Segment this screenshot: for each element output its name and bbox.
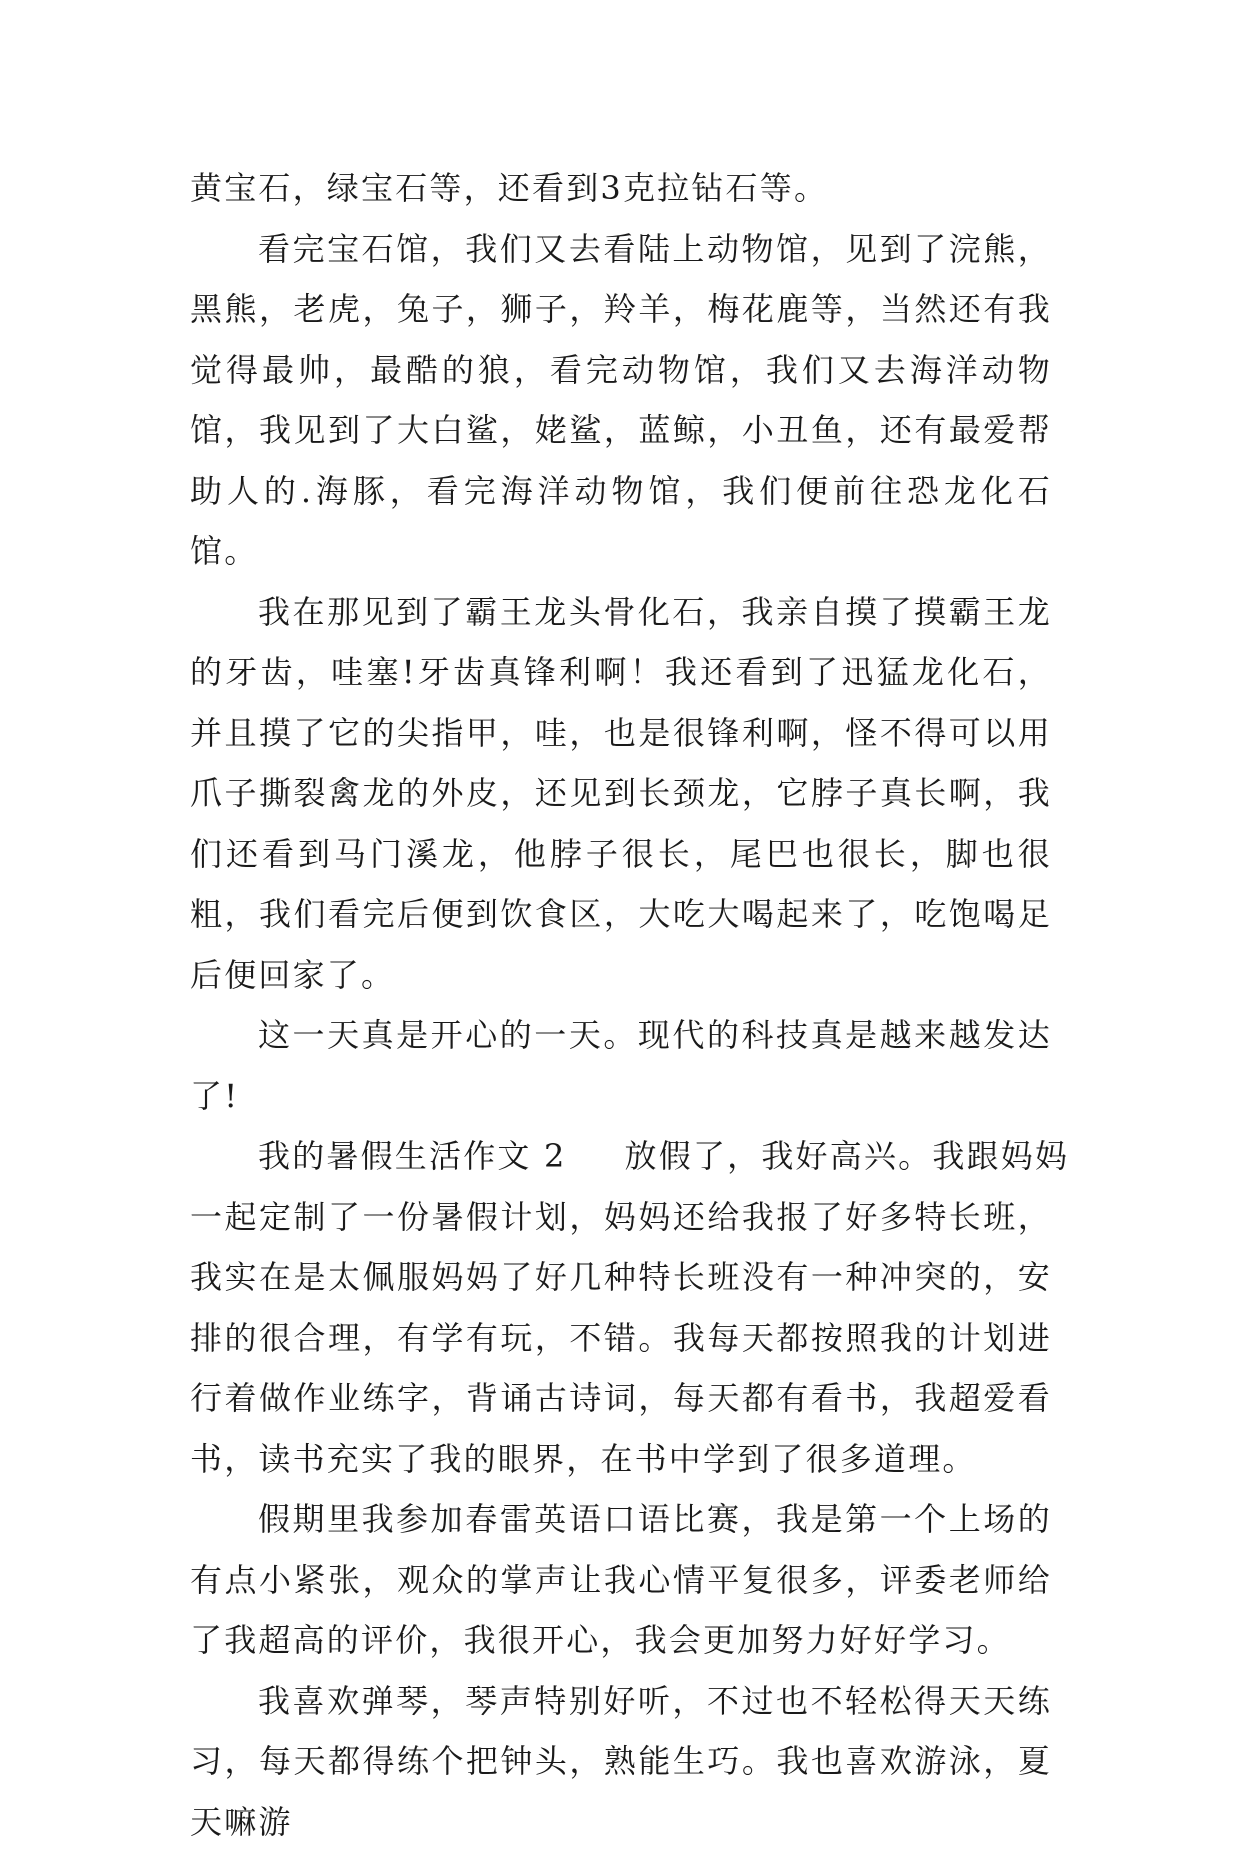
essay-title: 我的暑假生活作文 2 <box>258 1137 567 1175</box>
essay-opening: 放假了，我好高兴。我跟妈妈 <box>625 1137 1070 1175</box>
paragraph-4: 这一天真是开心的一天。现代的科技真是越来越发达了! <box>190 1005 1052 1126</box>
paragraph-2: 看完宝石馆，我们又去看陆上动物馆，见到了浣熊，黑熊，老虎，兔子，狮子，羚羊，梅花鹿等，当然还有我觉得最帅，最酷的狼，看完动物馆，我们又去海洋动物馆，我见到了大白鲨，姥鲨，蓝鲸，小丑鱼，还有最爱帮助人的.海豚，看完海洋动物馆，我们便前往恐龙化石馆。 <box>190 219 1052 582</box>
document-body <box>190 158 1052 1852</box>
paragraph-7: 我喜欢弹琴，琴声特别好听，不过也不轻松得天天练习，每天都得练个把钟头，熟能生巧。我也喜欢游泳，夏天嘛游 <box>190 1671 1052 1852</box>
paragraph-1: 黄宝石，绿宝石等，还看到3克拉钻石等。 <box>190 158 1052 219</box>
paragraph-6: 假期里我参加春雷英语口语比赛，我是第一个上场的有点小紧张，观众的掌声让我心情平复很多，评委老师给了我超高的评价，我很开心，我会更加努力好好学习。 <box>190 1489 1052 1671</box>
paragraph-5: 一起定制了一份暑假计划，妈妈还给我报了好多特长班，我实在是太佩服妈妈了好几种特长班没有一种冲突的，安排的很合理，有学有玩，不错。我每天都按照我的计划进行着做作业练字，背诵古诗词，每天都有看书，我超爱看书，读书充实了我的眼界，在书中学到了很多道理。 <box>190 1187 1052 1490</box>
essay-title-line <box>190 1126 1052 1187</box>
paragraph-3: 我在那见到了霸王龙头骨化石，我亲自摸了摸霸王龙的牙齿，哇塞!牙齿真锋利啊！我还看到了迅猛龙化石，并且摸了它的尖指甲，哇，也是很锋利啊，怪不得可以用爪子撕裂禽龙的外皮，还见到长颈龙，它脖子真长啊，我们还看到马门溪龙，他脖子很长，尾巴也很长，脚也很粗，我们看完后便到饮食区，大吃大喝起来了，吃饱喝足后便回家了。 <box>190 582 1052 1006</box>
